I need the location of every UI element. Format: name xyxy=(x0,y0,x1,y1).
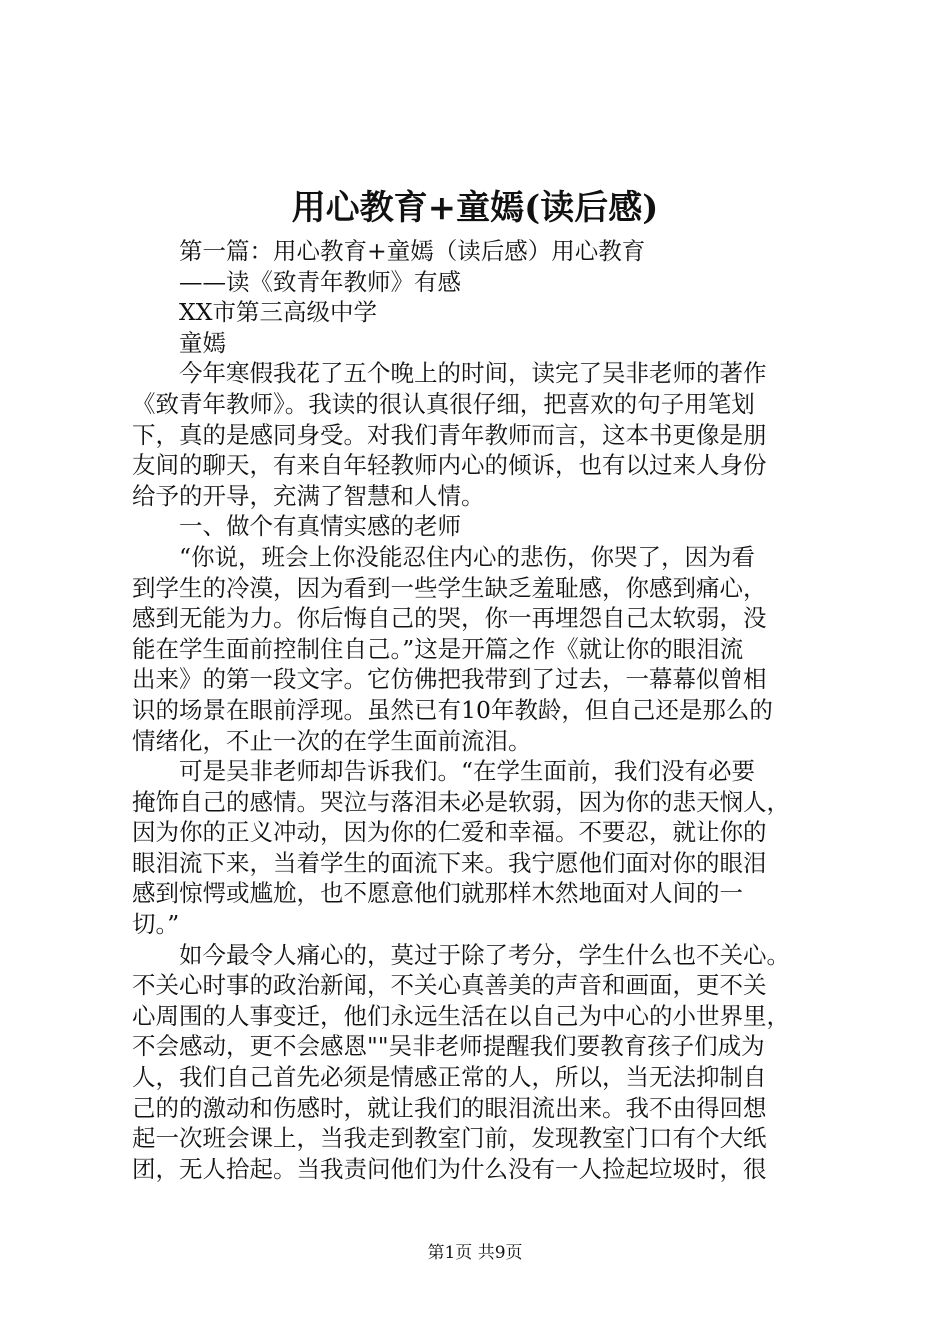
body-text-line: 一、做个有真情实感的老师 xyxy=(179,512,461,541)
body-text-line: 第一篇：用心教育+童嫣（读后感）用心教育 xyxy=(179,237,646,265)
body-text-line: 起一次班会课上，当我走到教室门前，发现教室门口有个大纸 xyxy=(132,1124,767,1153)
body-text-line: 可是吴非老师却告诉我们。“在学生面前，我们没有必要 xyxy=(179,757,756,786)
body-text-line: 如今最令人痛心的，莫过于除了考分，学生什么也不关心。 xyxy=(179,940,790,969)
body-text-line: ——读《致青年教师》有感 xyxy=(179,267,461,296)
body-text-line: 情绪化，不止一次的在学生面前流泪。 xyxy=(132,726,532,755)
body-text-line: 今年寒假我花了五个晚上的时间，读完了吴非老师的著作 xyxy=(179,359,767,388)
body-text-line: 人，我们自己首先必须是情感正常的人，所以，当无法抑制自 xyxy=(132,1063,767,1092)
body-text-line: 给予的开导，充满了智慧和人情。 xyxy=(132,481,485,510)
body-text-line: 掩饰自己的感情。哭泣与落泪未必是软弱，因为你的悲天悯人， xyxy=(132,787,790,816)
body-text-line: 《致青年教师》。我读的很认真很仔细，把喜欢的句子用笔划 xyxy=(132,389,755,418)
body-text-line: 己的的激动和伤感时，就让我们的眼泪流出来。我不由得回想 xyxy=(132,1093,767,1122)
body-text-line: 友间的聊天，有来自年轻教师内心的倾诉，也有以过来人身份 xyxy=(132,451,767,480)
body-text-line: 识的场景在眼前浮现。虽然已有10年教龄，但自己还是那么的 xyxy=(132,695,773,724)
body-text-line: 出来》的第一段文字。它仿佛把我带到了过去，一幕幕似曾相 xyxy=(132,665,767,694)
body-text-line: 切。” xyxy=(132,910,180,939)
body-text-line: 心周围的人事变迁，他们永远生活在以自己为中心的小世界里， xyxy=(132,1001,790,1030)
page-number-footer: 第1页 共9页 xyxy=(427,1243,523,1263)
body-text-line: 不关心时事的政治新闻，不关心真善美的声音和画面，更不关 xyxy=(132,971,767,1000)
body-text-line: 团，无人拾起。当我责问他们为什么没有一人捡起垃圾时，很 xyxy=(132,1154,767,1183)
body-text-line: 不会感动，更不会感恩""吴非老师提醒我们要教育孩子们成为 xyxy=(132,1032,765,1061)
body-text-line: 感到惊愕或尴尬，也不愿意他们就那样木然地面对人间的一 xyxy=(132,879,743,908)
body-text-line: 到学生的冷漠，因为看到一些学生缺乏羞耻感，你感到痛心， xyxy=(132,573,767,602)
body-text-line: “你说，班会上你没能忍住内心的悲伤，你哭了，因为看 xyxy=(179,542,756,571)
body-text-line: 眼泪流下来，当着学生的面流下来。我宁愿他们面对你的眼泪 xyxy=(132,848,767,877)
body-text-line: 童嫣 xyxy=(179,328,226,357)
body-text-line: 感到无能为力。你后悔自己的哭，你一再埋怨自己太软弱，没 xyxy=(132,604,767,633)
document-body xyxy=(132,236,832,1184)
body-text-line: 下，真的是感同身受。对我们青年教师而言，这本书更像是朋 xyxy=(132,420,767,449)
body-text-line: XX市第三高级中学 xyxy=(179,298,377,327)
body-text-line: 能在学生面前控制住自己。”这是开篇之作《就让你的眼泪流 xyxy=(132,634,744,663)
document-title: 用心教育+童嫣(读后感) xyxy=(291,188,659,228)
body-text-line: 因为你的正义冲动，因为你的仁爱和幸福。不要忍，就让你的 xyxy=(132,818,767,847)
